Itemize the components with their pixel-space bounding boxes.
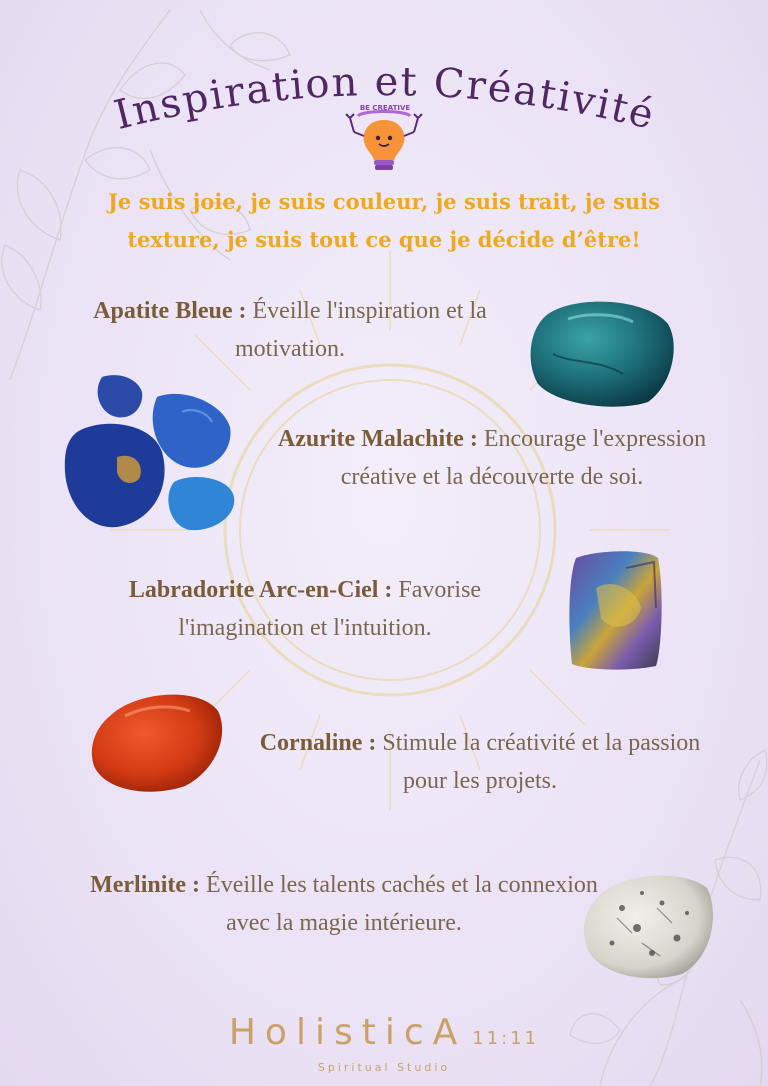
stone-description: Éveille les talents cachés et la connexion avec la magie intérieure. [206, 872, 598, 936]
stone-entry-apatite [40, 292, 540, 368]
stone-entry-cornaline [246, 724, 714, 800]
stone-name: Labradorite Arc-en-Ciel : [128, 577, 393, 603]
mascot-label: BE CREATIVE [359, 104, 411, 112]
lightbulb-mascot-icon [342, 102, 426, 174]
stone-name: Azurite Malachite : [277, 426, 478, 452]
labradorite-stone-image [566, 548, 664, 672]
brand-name: HolisticA [228, 1012, 467, 1053]
stone-entry-azurite-malachite [238, 420, 746, 496]
carnelian-stone-image [90, 686, 226, 796]
azurite-malachite-stones-image [62, 372, 242, 534]
brand-suffix: 11:11 [472, 1028, 540, 1049]
stone-description: Encourage l'expression créative et la découverte de soi. [340, 426, 707, 490]
affirmation-text: Je suis joie, je suis couleur, je suis trait, je suis texture, je suis tout ce que je décide d’être! [108, 189, 660, 252]
brand-logo [0, 1012, 768, 1053]
page-title-text: Inspiration et Créativité [109, 58, 660, 140]
stone-entry-merlinite [84, 866, 604, 942]
blue-apatite-stone-image [528, 294, 678, 412]
stone-description: Favorise l'imagination et l'intuition. [178, 577, 482, 641]
brand-tagline: Spiritual Studio [317, 1061, 451, 1074]
stone-description: Éveille l'inspiration et la motivation. [235, 298, 487, 362]
stone-description: Stimule la créativité et la passion pour les projets. [382, 730, 701, 794]
stone-name: Cornaline : [259, 730, 377, 756]
stone-entry-labradorite [70, 571, 540, 647]
merlinite-stone-image [582, 868, 718, 982]
stone-name: Merlinite : [90, 872, 201, 898]
stone-name: Apatite Bleue : [93, 298, 247, 324]
